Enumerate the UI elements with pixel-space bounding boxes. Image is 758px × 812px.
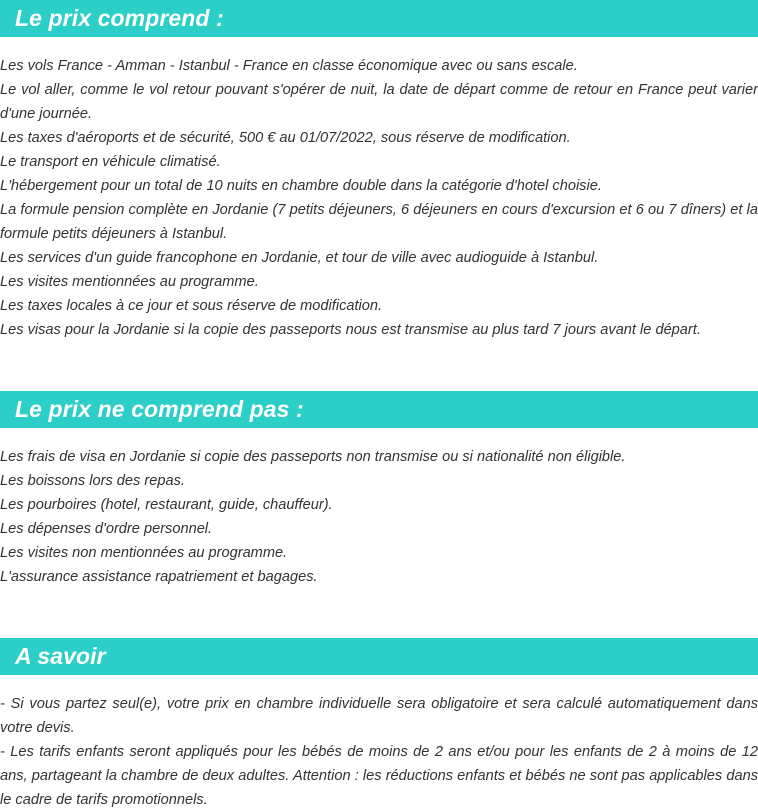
- list-item: - Si vous partez seul(e), votre prix en chambre individuelle sera obligatoire et sera calculé automatiquement dans votre devis.: [0, 696, 758, 736]
- section-header: [0, 0, 758, 37]
- section-header: [0, 638, 758, 675]
- list-item: Les dépenses d'ordre personnel.: [0, 521, 213, 537]
- list-item: Les taxes locales à ce jour et sous réserve de modification.: [0, 298, 383, 314]
- list-item: Le vol aller, comme le vol retour pouvant s'opérer de nuit, la date de départ comme de retour en France peut varier d'une journée.: [0, 82, 758, 122]
- section-price-includes: [0, 0, 758, 342]
- list-item: Les visites non mentionnées au programme.: [0, 545, 288, 561]
- list-item: Les boissons lors des repas.: [0, 473, 185, 489]
- section-body: [0, 428, 758, 589]
- list-item: Les visas pour la Jordanie si la copie des passeports nous est transmise au plus tard 7 jours avant le départ.: [0, 322, 701, 338]
- list-item: Les vols France - Amman - Istanbul - France en classe économique avec ou sans escale.: [0, 58, 578, 74]
- section-body: [0, 37, 758, 342]
- list-item: Les visites mentionnées au programme.: [0, 274, 259, 290]
- list-item: La formule pension complète en Jordanie (7 petits déjeuners, 6 déjeuners en cours d'excursion et 6 ou 7 dîners) et la formule petits déjeuners à Istanbul.: [0, 202, 758, 242]
- list-item: - Les tarifs enfants seront appliqués pour les bébés de moins de 2 ans et/ou pour les enfants de 2 à moins de 12 ans, partageant la chambre de deux adultes. Attention : les réductions enfants et bébés ne sont pas applicables dans le cadre de tarifs promotionnels.: [0, 744, 758, 808]
- list-item: L'hébergement pour un total de 10 nuits en chambre double dans la catégorie d'hotel choisie.: [0, 178, 602, 194]
- section-body: [0, 675, 758, 812]
- section-title: Le prix comprend :: [15, 5, 224, 31]
- section-header: [0, 391, 758, 428]
- list-item: Les frais de visa en Jordanie si copie des passeports non transmise ou si nationalité non éligible.: [0, 449, 626, 465]
- list-item: Les taxes d'aéroports et de sécurité, 500 € au 01/07/2022, sous réserve de modification.: [0, 130, 571, 146]
- section-title: A savoir: [15, 643, 106, 669]
- list-item: Le transport en véhicule climatisé.: [0, 154, 221, 170]
- section-title: Le prix ne comprend pas :: [15, 396, 304, 422]
- section-price-excludes: [0, 391, 758, 589]
- list-item: L'assurance assistance rapatriement et bagages.: [0, 569, 318, 585]
- list-item: Les pourboires (hotel, restaurant, guide, chauffeur).: [0, 497, 333, 513]
- list-item: Les services d'un guide francophone en Jordanie, et tour de ville avec audioguide à Istanbul.: [0, 250, 599, 266]
- section-good-to-know: [0, 638, 758, 812]
